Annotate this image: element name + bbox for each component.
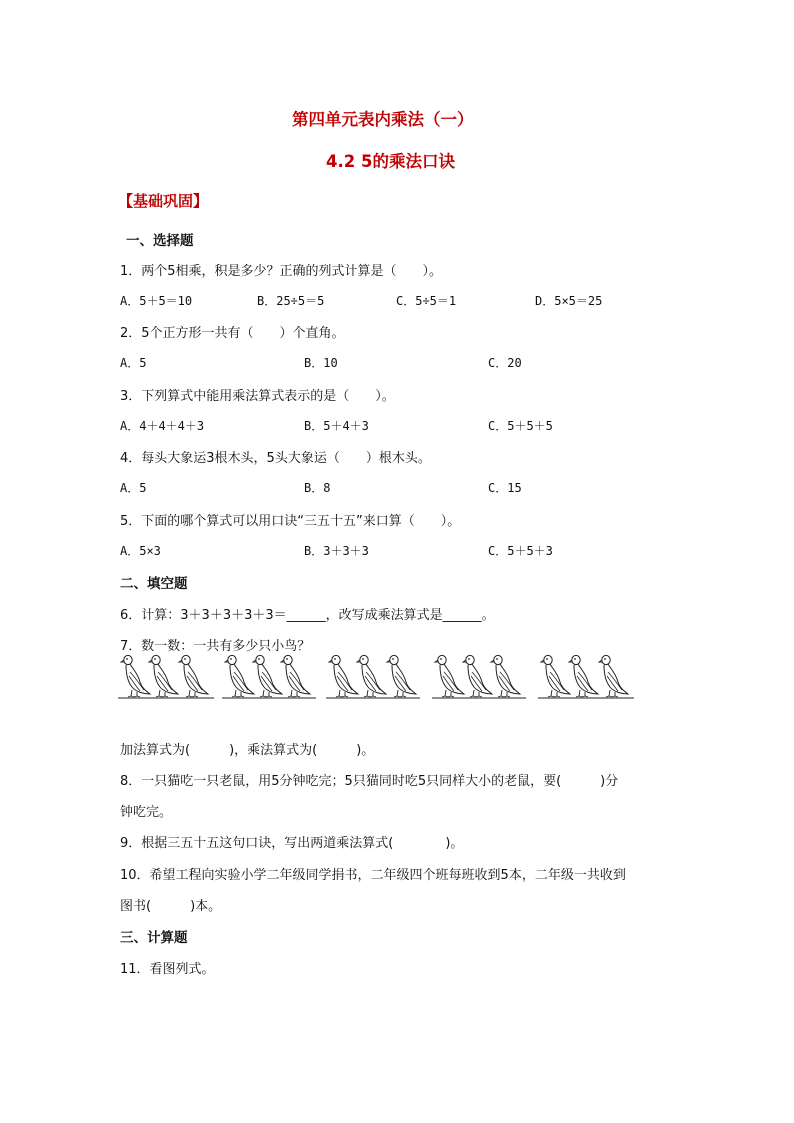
- page-subtitle: 4.2 5的乘法口诀: [326, 152, 455, 171]
- question-1: 1．两个5相乘，积是多少？正确的列式计算是（ ）。: [120, 264, 443, 279]
- q1-option-d: D．5×5＝25: [535, 294, 603, 308]
- bird-icon: [179, 655, 208, 697]
- bird-icon: [569, 655, 598, 697]
- question-7: 7．数一数：一共有多少只小鸟？: [120, 639, 311, 654]
- question-4: 4．每头大象运3根木头，5头大象运（ ）根木头。: [120, 451, 431, 466]
- bird-icon: [149, 655, 178, 697]
- section-choice-heading: 一、选择题: [126, 233, 194, 249]
- page-title: 第四单元表内乘法（一）: [292, 110, 474, 129]
- bird-group-4: [432, 655, 526, 698]
- q4-option-c: C．15: [488, 481, 522, 495]
- q1-option-a: A．5＋5＝10: [120, 294, 193, 308]
- bird-icon: [463, 655, 492, 697]
- question-2: 2．5个正方形一共有（ ）个直角。: [120, 326, 345, 341]
- q1-option-b: B．25÷5＝5: [257, 294, 325, 308]
- question-9: 9．根据三五十五这句口诀，写出两道乘法算式( )。: [120, 836, 464, 851]
- q2-option-a: A．5: [120, 356, 147, 370]
- question-6: 6．计算：3＋3＋3＋3＋3＝______，改写成乘法算式是______。: [120, 608, 495, 623]
- bird-icon: [599, 655, 628, 697]
- section-basic-heading: 【基础巩固】: [118, 192, 209, 210]
- bird-icon: [387, 655, 416, 697]
- q5-option-a: A．5×3: [120, 544, 161, 558]
- bird-icon: [281, 655, 310, 697]
- bird-group-5: [538, 655, 634, 698]
- q4-option-a: A．5: [120, 481, 147, 495]
- birds-figure: [118, 652, 638, 702]
- bird-icon: [329, 655, 358, 697]
- q1-option-c: C．5÷5＝1: [396, 294, 457, 308]
- bird-icon: [491, 655, 520, 697]
- question-3: 3．下列算式中能用乘法算式表示的是（ ）。: [120, 389, 395, 404]
- bird-icon: [253, 655, 282, 697]
- bird-icon: [121, 655, 150, 697]
- section-fill-heading: 二、填空题: [120, 576, 188, 592]
- q5-option-c: C．5＋5＋3: [488, 544, 553, 558]
- bird-icon: [357, 655, 386, 697]
- q5-option-b: B．3＋3＋3: [304, 544, 369, 558]
- question-10-line-1: 10．希望工程向实验小学二年级同学捐书，二年级四个班每班收到5本，二年级一共收到: [120, 868, 626, 883]
- question-10-line-2: 图书( )本。: [120, 899, 222, 914]
- bird-icon: [541, 655, 570, 697]
- q3-option-c: C．5＋5＋5: [488, 419, 553, 433]
- question-11: 11．看图列式。: [120, 962, 215, 977]
- question-5: 5．下面的哪个算式可以用口诀“三五十五”来口算（ ）。: [120, 514, 461, 529]
- question-7-answer: 加法算式为( )，乘法算式为( )。: [120, 743, 375, 758]
- bird-group-1: [118, 655, 214, 698]
- q3-option-b: B．5＋4＋3: [304, 419, 369, 433]
- q2-option-c: C．20: [488, 356, 522, 370]
- bird-icon: [225, 655, 254, 697]
- section-calc-heading: 三、计算题: [120, 930, 188, 946]
- bird-icon: [435, 655, 464, 697]
- q3-option-a: A．4＋4＋4＋3: [120, 419, 205, 433]
- bird-group-3: [326, 655, 420, 698]
- q2-option-b: B．10: [304, 356, 338, 370]
- bird-group-2: [222, 655, 316, 698]
- question-8-line-1: 8．一只猫吃一只老鼠，用5分钟吃完；5只猫同时吃5只同样大小的老鼠，要( )分: [120, 774, 619, 789]
- question-8-line-2: 钟吃完。: [120, 805, 173, 820]
- q4-option-b: B．8: [304, 481, 331, 495]
